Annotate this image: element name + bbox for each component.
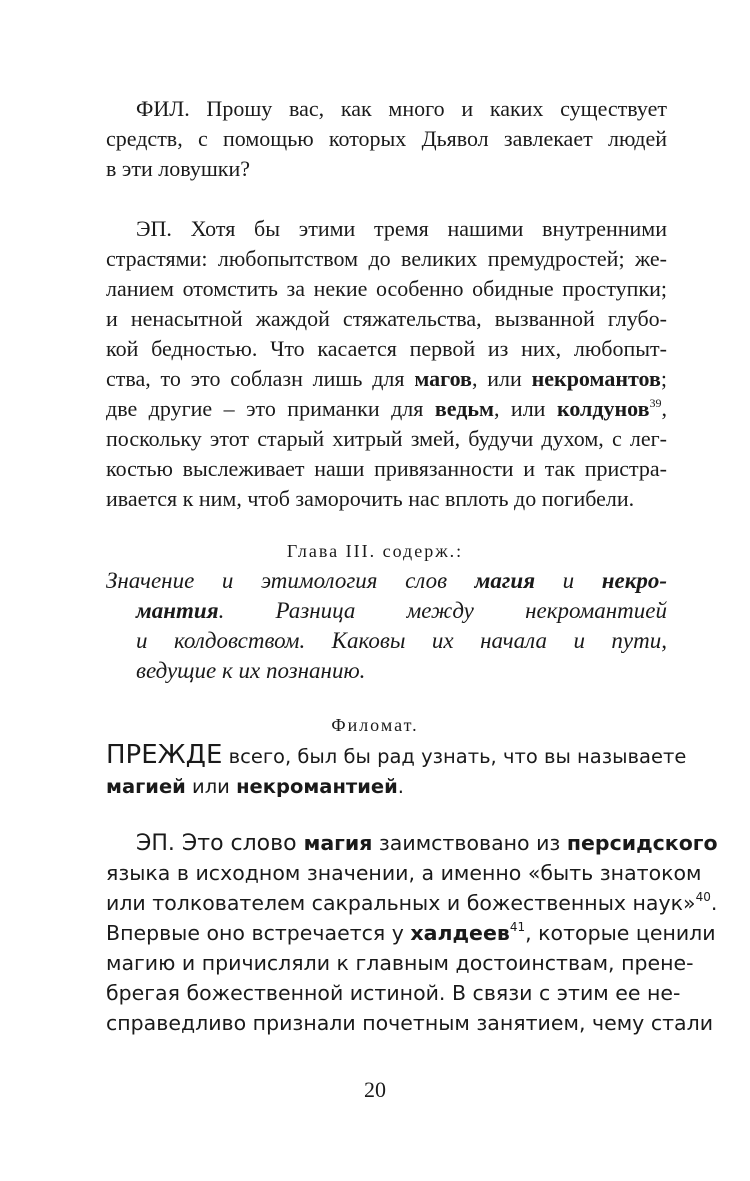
page-number: 20 — [364, 1077, 386, 1102]
text-line: магию и причисляли к главным достоинствам, прене- — [106, 951, 694, 975]
text-line: кой бедностью. Что касается первой из них, любопыт- — [106, 336, 667, 361]
text-line: или толкователем сакральных и божественных наук»$^{40}$. — [106, 890, 718, 915]
text-line: справедливо признали почетным занятием, чему стали — [106, 1011, 714, 1035]
text-line: ФИЛ. Прошу вас, как много и каких существует — [136, 96, 667, 121]
text-line: Впервые оно встречается у халдеев$^{41}$, которые ценили — [106, 920, 716, 945]
text-line: ЭП. Хотя бы этими тремя нашими внутренними — [136, 216, 667, 241]
text-line: ПРЕЖДЕ всего, был бы рад узнать, что вы называете — [106, 740, 687, 770]
footnote-ref: 40 — [695, 890, 711, 904]
footnote-ref: 39 — [649, 396, 662, 410]
chapter-summary-line: ведущие к их познанию. — [136, 658, 366, 683]
footnote-ref: 41 — [509, 920, 526, 934]
chapter-summary-line: мантия. Разница между некромантией — [136, 598, 667, 623]
text-line: ивается к ним, чтоб заморочить нас вплоть до погибели. — [106, 486, 635, 511]
text-line: в эти ловушки? — [106, 156, 250, 181]
text-line: страстями: любопытством до великих премудростей; же- — [106, 246, 667, 271]
text-line: ланием отомстить за некие особенно обидные проступки; — [106, 276, 667, 301]
chapter-summary-line: и колдовством. Каковы их начала и пути, — [136, 628, 667, 653]
text-line: две другие – это приманки для ведьм, или колдунов$^{39}$, — [106, 396, 668, 421]
text-line: костью выслеживает наши привязанности и так пристра- — [106, 456, 667, 481]
text-line: магией или некромантией. — [106, 775, 404, 798]
text-line: языка в исходном значении, а именно «быть знатоком — [106, 861, 702, 885]
speaker-heading: Филомат. — [331, 715, 419, 735]
text-line: брегая божественной истиной. В связи с этим ее не- — [106, 981, 681, 1005]
text-line: ЭП. Это слово магия заимствовано из персидского — [136, 831, 718, 856]
chapter-summary-line: Значение и этимология слов магия и некро- — [106, 568, 668, 593]
text-line: поскольку этот старый хитрый змей, будучи духом, с лег- — [106, 426, 667, 451]
text-line: ства, то это соблазн лишь для магов, или некромантов; — [106, 366, 667, 391]
chapter-heading: Глава III. содерж.: — [286, 541, 464, 561]
text-line: и ненасытной жаждой стяжательства, вызванной глубо- — [106, 306, 667, 331]
text-line: средств, с помощью которых Дьявол завлекает людей — [106, 126, 667, 151]
